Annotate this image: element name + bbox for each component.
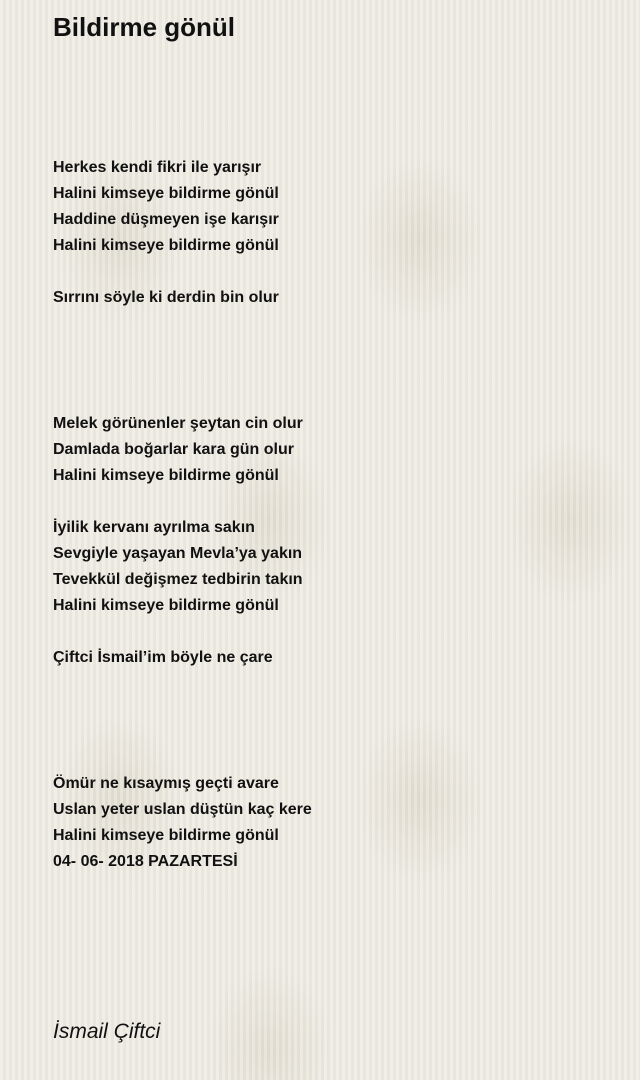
poem-date: 04- 06- 2018 PAZARTESİ [53, 853, 238, 870]
poem-line: Tevekkül değişmez tedbirin takın [53, 571, 303, 588]
author-signature: İsmail Çiftci [53, 1020, 161, 1043]
poem-line: Sevgiyle yaşayan Mevla’ya yakın [53, 545, 303, 562]
poem-line: Halini kimseye bildirme gönül [53, 827, 279, 844]
stanza-gap [53, 311, 613, 411]
poem-line: Uslan yeter uslan düştün kaç kere [53, 801, 312, 818]
stanza [53, 411, 613, 489]
poem-line: Halini kimseye bildirme gönül [53, 467, 279, 484]
poem-line: Çiftci İsmail’im böyle ne çare [53, 649, 273, 666]
stanza-gap [53, 489, 613, 515]
poem-line: Sırrını söyle ki derdin bin olur [53, 289, 279, 306]
stanza [53, 155, 613, 259]
stanza [53, 285, 613, 311]
poem-line: Damlada boğarlar kara gün olur [53, 441, 294, 458]
poem-body [53, 155, 613, 875]
poem-line: Ömür ne kısaymış geçti avare [53, 775, 279, 792]
stanza-gap [53, 671, 613, 771]
poem-line: Haddine düşmeyen işe karışır [53, 211, 279, 228]
poem-title: Bildirme gönül [53, 12, 235, 42]
stanza-gap [53, 619, 613, 645]
poem-line: Melek görünenler şeytan cin olur [53, 415, 303, 432]
poem-line: Herkes kendi fikri ile yarışır [53, 159, 262, 176]
stanza [53, 515, 613, 619]
poem-line: Halini kimseye bildirme gönül [53, 237, 279, 254]
poem-line: İyilik kervanı ayrılma sakın [53, 519, 255, 536]
stanza [53, 771, 613, 875]
stanza [53, 645, 613, 671]
poem-line: Halini kimseye bildirme gönül [53, 185, 279, 202]
poem-line: Halini kimseye bildirme gönül [53, 597, 279, 614]
stanza-gap [53, 259, 613, 285]
